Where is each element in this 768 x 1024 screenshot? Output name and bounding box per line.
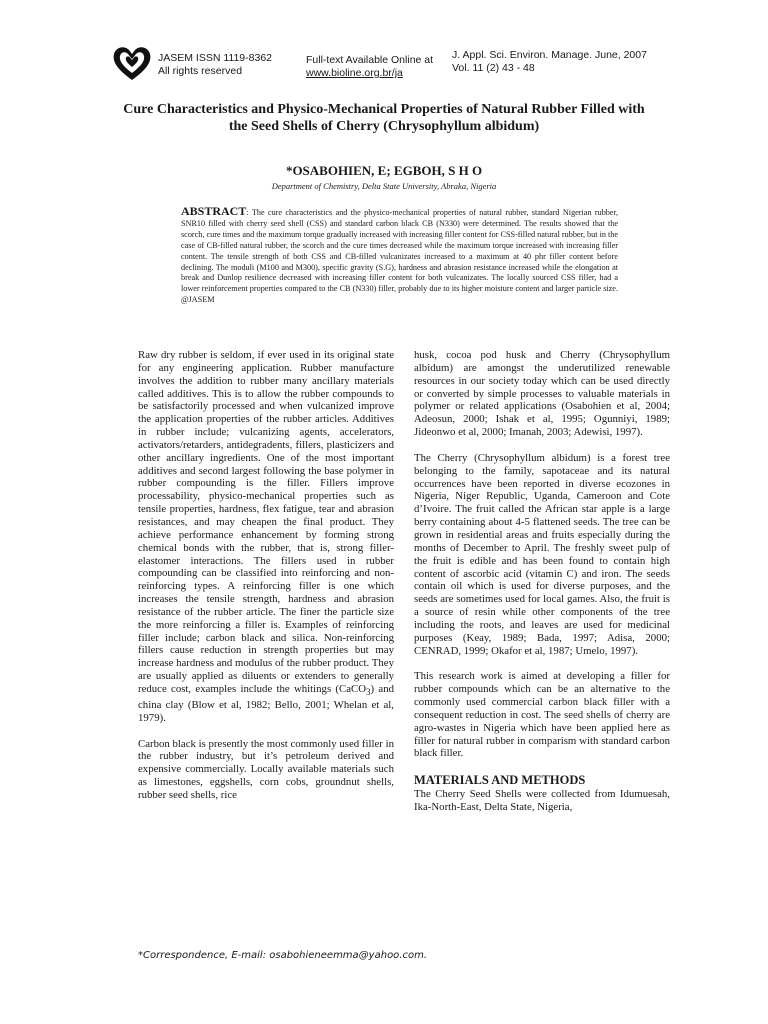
- abstract: [181, 206, 618, 306]
- title-line-2: the Seed Shells of Cherry (Chrysophyllum albidum): [228, 119, 540, 134]
- issn-text: JASEM ISSN 1119-8362: [158, 52, 273, 64]
- bioline-link[interactable]: www.bioline.org.br/ja: [306, 67, 403, 79]
- citation-block: [452, 49, 647, 75]
- paragraph: [138, 349, 394, 725]
- paragraph: This research work is aimed at developing a filler for rubber compounds which can be an alternative to the commonly used commercial carbon black filler with a consequent reduction in cost. The seed shells of cherry are agro-wastes in Nigeria which have been applied here as filler for natural rubber in comparism with standard carbon black filler.: [414, 670, 670, 760]
- paragraph-text: Raw dry rubber is seldom, if ever used in its original state for any engineering application. Rubber manufacture involves the addition to rubber many ancillary materials called additives. This is to allow the rubber compounds to be satisfactorily processed and when vulcanized improve the application properties of the rubber articles. Additives in rubber include; vulcanizing agents, accelerators, activators/retarders, antidegradents, fillers, plasticizers and other ancillary ingredients. One of the most important additives and second largest following the base polymer in rubber compounding is the filler. Fillers improve processability, physico-mechanical properties such as tensile properties, hardness, flex fatigue, tear and abrasion resistances, and may cheapen the final product. They achieve performance enhancement by forming strong chemical bonds with the rubber, that is, strong filler-elastomer interactions. The fillers used in rubber compounding can be classified into reinforcing and non-reinforcing types. A reinforcing filler is one which increases the tensile strength, hardness and abrasion resistance of the rubber article. The finer the particle size the more reinforcing a filler is. Examples of reinforcing filler include; carbon black and silica. Non-reinforcing fillers cause reduction in strength properties but may increase hardness and modulus of the rubber product. They are usually applied as diluents or extenders to generally reduce cost, examples include the whitings (CaCO: [138, 349, 394, 695]
- left-column: [138, 349, 394, 815]
- abstract-body: : The cure characteristics and the physico-mechanical properties of natural rubber, standard Nigerian rubber, SNR10 filled with cherry seed shell (CSS) and standard carbon black CB (N330) were determined. The results showed that the scorch, cure times and the maximum torque gradually increased with increasing filler content for CSS-filled natural rubber, but in the case of CB-filled natural rubber, the scorch and the cure times decreased while the maximum torque increased with increasing filler content. The tensile strength of both CSS and CB-filled vulcanizates increased to a maximum at 40 phr filler content before declining. The moduli (M100 and M300), specific gravity (S.G), hardness and abrasion resistance increased while the elongation at break and Dunlop resilience decreased with increasing filler content for both vulcanizates. The locally sourced CSS filler, had a lower reinforcement properties compared to the CB (N330) filler, probably due to its higher moisture content and larger particle size. @JASEM: [181, 208, 618, 305]
- fulltext-label: Full-text Available Online at: [306, 54, 434, 66]
- paper-title: [100, 101, 668, 135]
- affiliation: Department of Chemistry, Delta State University, Abraka, Nigeria: [271, 181, 497, 191]
- paragraph-text: ) and china clay (Blow et al, 1982; Bello, 2001; Whelan et al, 1979).: [138, 682, 394, 724]
- volume-pages: Vol. 11 (2) 43 - 48: [452, 62, 535, 74]
- jasem-logo-icon: [110, 44, 154, 84]
- rights-text: All rights reserved: [158, 65, 243, 77]
- paragraph: The Cherry (Chrysophyllum albidum) is a forest tree belonging to the family, sapotaceae and its natural occurrences have been reported in diverse ecozones in Nigeria, Niger Republic, Uganda, Cameroon and Cote d’Ivoire. The fruit called the African star apple is a large berry containing about 4-5 flattened seeds. The tree can be grown in residential areas and fruits especially during the months of December to April. The freshly sweet pulp of the fruit is edible and has been found to contain high content of ascorbic acid (vitamin C) and iron. The seeds contain oil which is used for diverse purposes, and the seeds are sometimes used for local games. Also, the fruit is a source of resin while other components of the tree including the roots, and leaves are used for medicinal purposes (Keay, 1989; Bada, 1997; Adisa, 2000; CENRAD, 1999; Okafor et al, 1987; Umelo, 1997).: [414, 451, 670, 657]
- correspondence-footnote: *Correspondence, E-mail: osabohieneemma@yahoo.com.: [138, 950, 428, 961]
- journal-header: [110, 44, 670, 84]
- journal-citation: J. Appl. Sci. Environ. Manage. June, 2007: [452, 49, 647, 61]
- paragraph: Carbon black is presently the most commonly used filler in the rubber industry, but it’s petroleum derived and expensive commercially. Locally available materials such as limestones, eggshells, corn cobs, groundnut shells, rubber seed shells, rice: [138, 737, 394, 801]
- issn-block: [158, 52, 272, 78]
- fulltext-block: [306, 54, 433, 80]
- section-heading: MATERIALS AND METHODS: [414, 773, 586, 788]
- abstract-heading: ABSTRACT: [181, 204, 247, 218]
- paragraph: The Cherry Seed Shells were collected from Idumuesah, Ika-North-East, Delta State, Nigeria,: [414, 788, 670, 814]
- paragraph: husk, cocoa pod husk and Cherry (Chrysophyllum albidum) are amongst the underutilized renewable resources in our society today which can be used directly or converted by simple processes to valuable materials in polymer or related applications (Osabohien et al, 2004; Adeosun, 2000; Ishak et al, 1995; Ogunniyi, 1989; Jideonwo et al, 2000; Imanah, 2003; Adewisi, 1997).: [414, 349, 670, 439]
- subscript: 3: [366, 687, 371, 698]
- authors: *OSABOHIEN, E; EGBOH, S H O: [285, 163, 483, 178]
- right-column: [414, 349, 670, 827]
- title-line-1: Cure Characteristics and Physico-Mechanical Properties of Natural Rubber Filled with: [123, 102, 645, 117]
